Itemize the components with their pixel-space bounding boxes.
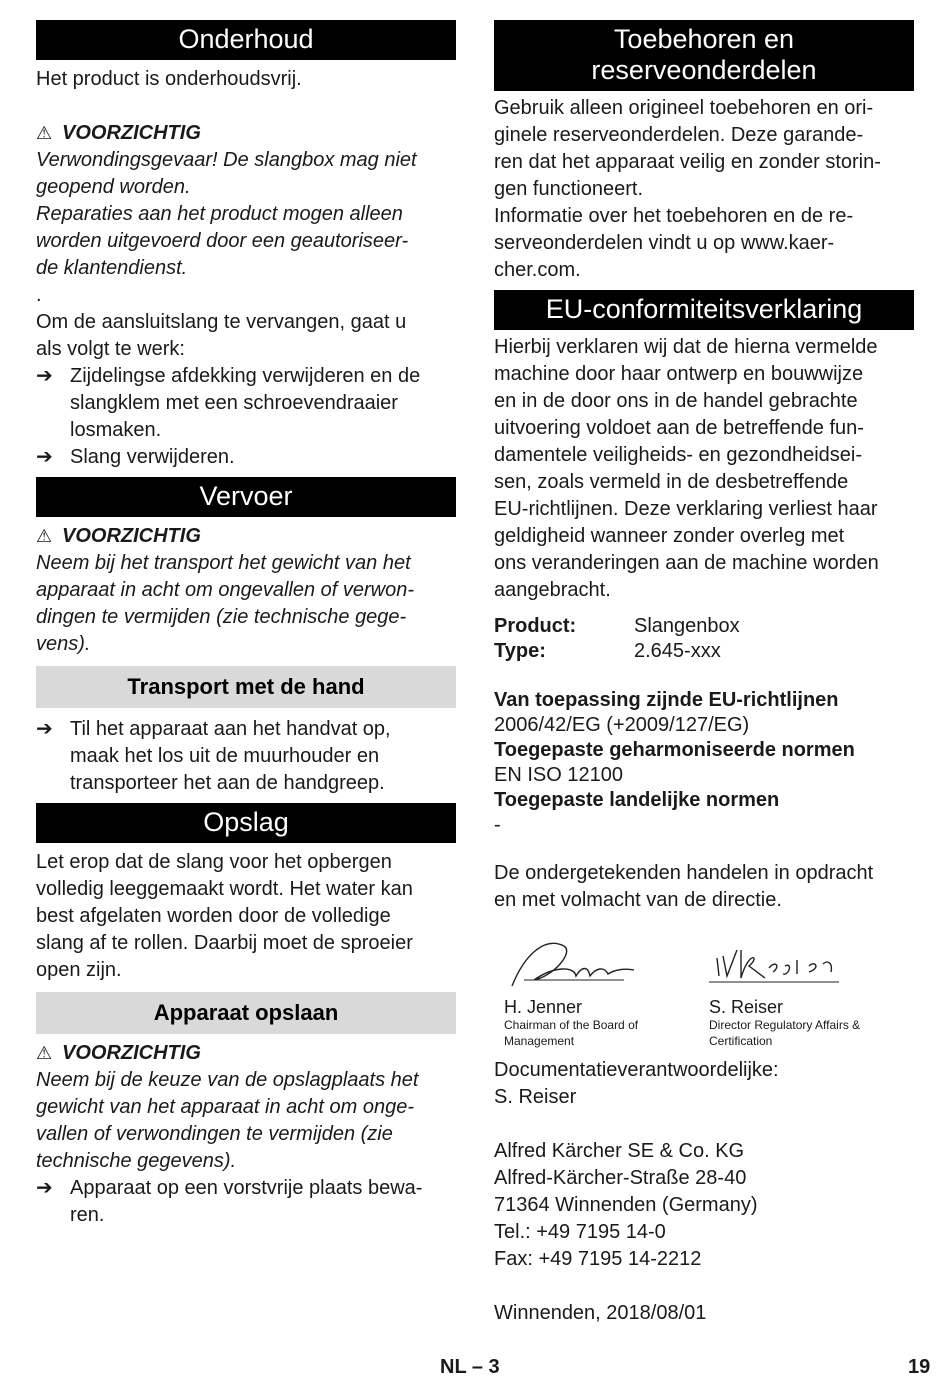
eu-text: machine door haar ontwerp en bouwwijze (494, 363, 864, 385)
eu-text: uitvoering voldoet aan de betreffende fun- (494, 417, 864, 439)
address-line: 71364 Winnenden (Germany) (494, 1194, 758, 1216)
arrow-right-icon: ➔ (36, 365, 53, 387)
toebehoren-text: ginele reserveonderdelen. Deze garande- (494, 124, 864, 146)
heading-eu-conformiteitsverklaring: EU-conformiteitsverklaring (494, 290, 914, 330)
warning-text: Neem bij de keuze van de opslagplaats het (36, 1069, 419, 1091)
directives-label: Van toepassing zijnde EU-richtlijnen (494, 689, 839, 711)
arrow-right-icon: ➔ (36, 446, 53, 468)
toebehoren-text: cher.com. (494, 259, 581, 281)
eu-text: ons veranderingen aan de machine worden (494, 552, 879, 574)
handwritten-signature (709, 936, 849, 992)
warning-text: vallen of verwondingen te vermijden (zie (36, 1123, 393, 1145)
signature-reiser: S. Reiser Director Regulatory Affairs & Certification (709, 936, 914, 1049)
signature-block (494, 936, 914, 1049)
warning-text: Verwondingsgevaar! De slangbox mag niet (36, 149, 417, 171)
mandate-text: en met volmacht van de directie. (494, 889, 782, 911)
toebehoren-text: ren dat het apparaat veilig en zonder storin- (494, 151, 881, 173)
doc-name: S. Reiser (494, 1086, 577, 1108)
harmonised-value: EN ISO 12100 (494, 764, 623, 786)
national-value: - (494, 814, 501, 836)
harmonised-label: Toegepaste geharmoniseerde normen (494, 739, 855, 761)
mandate-text: De ondergetekenden handelen in opdracht (494, 862, 874, 884)
warning-onderhoud: ⚠ VOORZICHTIG (36, 120, 456, 147)
eu-text: sen, zoals vermeld in de desbetreffende (494, 471, 849, 493)
warning-text: Neem bij het transport het gewicht van het (36, 552, 411, 574)
heading-apparaat-opslaan: Apparaat opslaan (36, 992, 456, 1034)
address-line: Tel.: +49 7195 14-0 (494, 1221, 666, 1243)
warning-text: geopend worden. (36, 176, 191, 198)
opslag-text: open zijn. (36, 959, 122, 981)
left-column (36, 20, 456, 1229)
eu-text: aangebracht. (494, 579, 611, 601)
opslag-text: volledig leeggemaakt wordt. Het water kan (36, 878, 413, 900)
toebehoren-text: Gebruik alleen origineel toebehoren en ori- (494, 97, 874, 119)
warning-text: technische gegevens). (36, 1150, 237, 1172)
place-date: Winnenden, 2018/08/01 (494, 1302, 707, 1324)
heading-toebehoren: Toebehoren en reserveonderdelen (494, 20, 914, 91)
warning-triangle-icon: ⚠ (36, 1043, 53, 1063)
arrow-right-icon: ➔ (36, 718, 53, 740)
heading-transport-met-de-hand: Transport met de hand (36, 666, 456, 708)
address-line: Fax: +49 7195 14-2212 (494, 1248, 702, 1270)
list-item: ➔ Til het apparaat aan het handvat op, maak het los uit de muurhouder en transporteer het aan de handgreep. (36, 716, 456, 797)
eu-text: damentele veiligheids- en gezondheidsei- (494, 444, 863, 466)
warning-text: vens). (36, 633, 91, 655)
directives-value: 2006/42/EG (+2009/127/EG) (494, 714, 750, 736)
warning-vervoer: ⚠ VOORZICHTIG (36, 523, 456, 550)
page-number: 19 (908, 1356, 931, 1378)
eu-text: EU-richtlijnen. Deze verklaring verliest haar (494, 498, 878, 520)
warning-apparaat-opslaan: ⚠ VOORZICHTIG (36, 1040, 456, 1067)
warning-triangle-icon: ⚠ (36, 526, 53, 546)
doc-label: Documentatieverantwoordelijke: (494, 1059, 779, 1081)
list-item: ➔ Zijdelingse afdekking verwijderen en de slangklem met een schroevendraaier losmaken. (36, 363, 456, 444)
address-line: Alfred Kärcher SE & Co. KG (494, 1140, 745, 1162)
warning-text: de klantendienst. (36, 257, 188, 279)
eu-text: en in de door ons in de handel gebrachte (494, 390, 858, 412)
type-row: Type: 2.645-xxx (494, 640, 721, 662)
steps-intro: als volgt te werk: (36, 338, 185, 360)
opslag-text: best afgelaten worden door de volledige (36, 905, 391, 927)
toebehoren-text: Informatie over het toebehoren en de re- (494, 205, 854, 227)
warning-triangle-icon: ⚠ (36, 123, 53, 143)
right-column (494, 20, 914, 1327)
eu-text: geldigheid wanneer zonder overleg met (494, 525, 845, 547)
address-line: Alfred-Kärcher-Straße 28-40 (494, 1167, 747, 1189)
list-item: ➔ Slang verwijderen. (36, 444, 456, 471)
warning-text: gewicht van het apparaat in acht om onge- (36, 1096, 415, 1118)
warning-text: dingen te vermijden (zie technische gege- (36, 606, 407, 628)
national-label: Toegepaste landelijke normen (494, 789, 780, 811)
eu-text: Hierbij verklaren wij dat de hierna vermelde (494, 336, 878, 358)
heading-vervoer: Vervoer (36, 477, 456, 517)
heading-opslag: Opslag (36, 803, 456, 843)
list-item: ➔ Apparaat op een vorstvrije plaats bewa- ren. (36, 1175, 456, 1229)
toebehoren-text: gen functioneert. (494, 178, 643, 200)
handwritten-signature (504, 936, 644, 992)
warning-text: apparaat in acht om ongevallen of verwon- (36, 579, 415, 601)
page-footer-label: NL – 3 (440, 1356, 500, 1378)
onderhoud-intro: Het product is onderhoudsvrij. (36, 68, 302, 90)
opslag-text: slang af te rollen. Daarbij moet de sproeier (36, 932, 413, 954)
steps-intro: Om de aansluitslang te vervangen, gaat u (36, 311, 407, 333)
product-row: Product: Slangenbox (494, 615, 740, 637)
signature-jenner: H. Jenner Chairman of the Board of Management (504, 936, 709, 1049)
arrow-right-icon: ➔ (36, 1177, 53, 1199)
warning-text: worden uitgevoerd door een geautoriseer- (36, 230, 409, 252)
opslag-text: Let erop dat de slang voor het opbergen (36, 851, 392, 873)
heading-onderhoud: Onderhoud (36, 20, 456, 60)
dot-line: . (36, 284, 42, 306)
warning-text: Reparaties aan het product mogen alleen (36, 203, 403, 225)
toebehoren-text: serveonderdelen vindt u op www.kaer- (494, 232, 835, 254)
